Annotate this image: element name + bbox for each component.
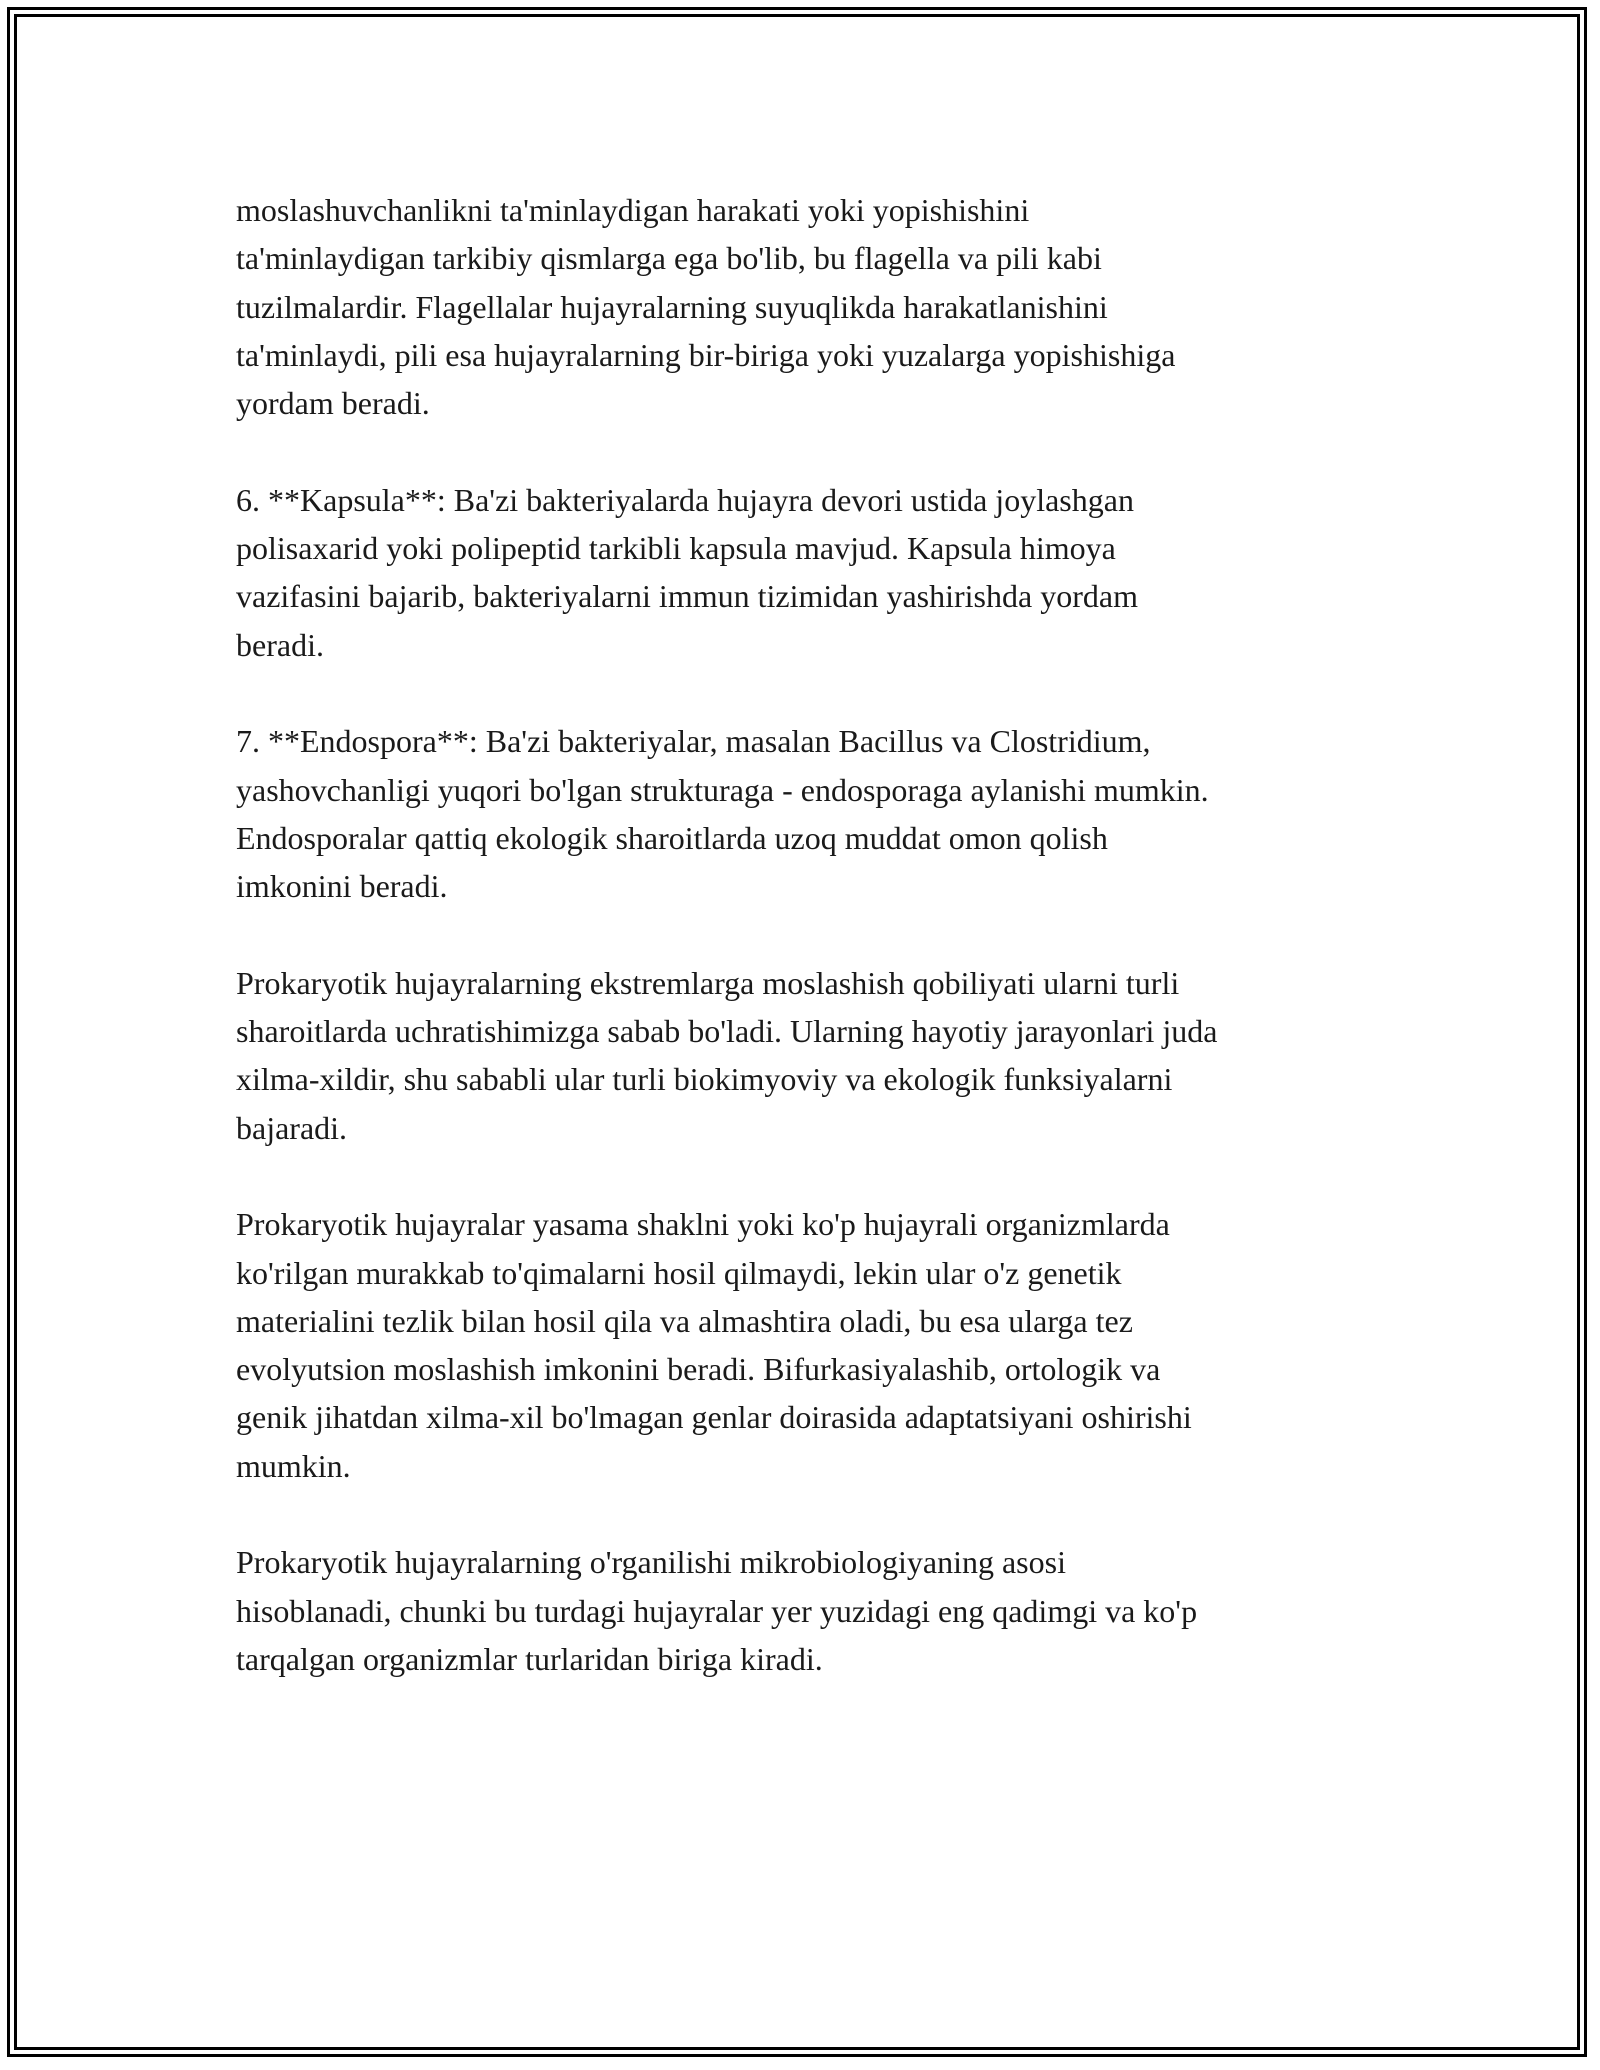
text-line: materialini tezlik bilan hosil qila va almashtira oladi, bu esa ularga tez: [236, 1302, 1133, 1339]
paragraph-capsule: [236, 476, 1376, 669]
text-line: ta'minlaydi, pili esa hujayralarning bir-biriga yoki yuzalarga yopishishiga: [236, 336, 1176, 373]
text-line: genik jihatdan xilma-xil bo'lmagan genlar doirasida adaptatsiyani oshirishi: [236, 1399, 1192, 1436]
text-line: hisoblanadi, chunki bu turdagi hujayralar yer yuzidagi eng qadimgi va ko'p: [236, 1592, 1198, 1629]
text-line: vazifasini bajarib, bakteriyalarni immun tizimidan yashirishda yordam: [236, 578, 1138, 615]
text-line: ta'minlaydigan tarkibiy qismlarga ega bo'lib, bu flagella va pili kabi: [236, 240, 1102, 277]
text-line: Prokaryotik hujayralar yasama shaklni yoki ko'p hujayrali organizmlarda: [236, 1206, 1170, 1243]
paragraph-adaptation: [236, 959, 1376, 1152]
text-line: tarqalgan organizmlar turlaridan biriga kiradi.: [236, 1640, 823, 1677]
text-line: yashovchanligi yuqori bo'lgan strukturaga - endosporaga aylanishi mumkin.: [236, 771, 1209, 808]
paragraph-genetics: [236, 1200, 1376, 1490]
text-line: bajaradi.: [236, 1109, 348, 1146]
text-line: mumkin.: [236, 1447, 351, 1484]
text-line: tuzilmalardir. Flagellalar hujayralarning suyuqlikda harakatlanishini: [236, 288, 1108, 325]
text-line: Endosporalar qattiq ekologik sharoitlarda uzoq muddat omon qolish: [236, 819, 1108, 856]
document-body: [236, 186, 1376, 1732]
text-line: Prokaryotik hujayralarning ekstremlarga moslashish qobiliyati ularni turli: [236, 964, 1180, 1001]
text-line: imkonini beradi.: [236, 868, 448, 905]
paragraph-endospore: [236, 717, 1376, 910]
text-line: yordam beradi.: [236, 385, 430, 422]
text-line: 7. **Endospora**: Ba'zi bakteriyalar, masalan Bacillus va Clostridium,: [236, 723, 1151, 760]
text-line: 6. **Kapsula**: Ba'zi bakteriyalarda hujayra devori ustida joylashgan: [236, 481, 1134, 518]
text-line: Prokaryotik hujayralarning o'rganilishi mikrobiologiyaning asosi: [236, 1544, 1066, 1581]
text-line: moslashuvchanlikni ta'minlaydigan harakati yoki yopishishini: [236, 192, 1030, 228]
paragraph-appendages: [236, 186, 1376, 427]
text-line: evolyutsion moslashish imkonini beradi. Bifurkasiyalashib, ortologik va: [236, 1351, 1161, 1388]
text-line: polisaxarid yoki polipeptid tarkibli kapsula mavjud. Kapsula himoya: [236, 530, 1116, 567]
text-line: ko'rilgan murakkab to'qimalarni hosil qilmaydi, lekin ular o'z genetik: [236, 1254, 1122, 1291]
text-line: beradi.: [236, 626, 324, 663]
paragraph-conclusion: [236, 1538, 1376, 1683]
text-line: xilma-xildir, shu sababli ular turli biokimyoviy va ekologik funksiyalarni: [236, 1061, 1173, 1098]
text-line: sharoitlarda uchratishimizga sabab bo'ladi. Ularning hayotiy jarayonlari juda: [236, 1013, 1218, 1050]
